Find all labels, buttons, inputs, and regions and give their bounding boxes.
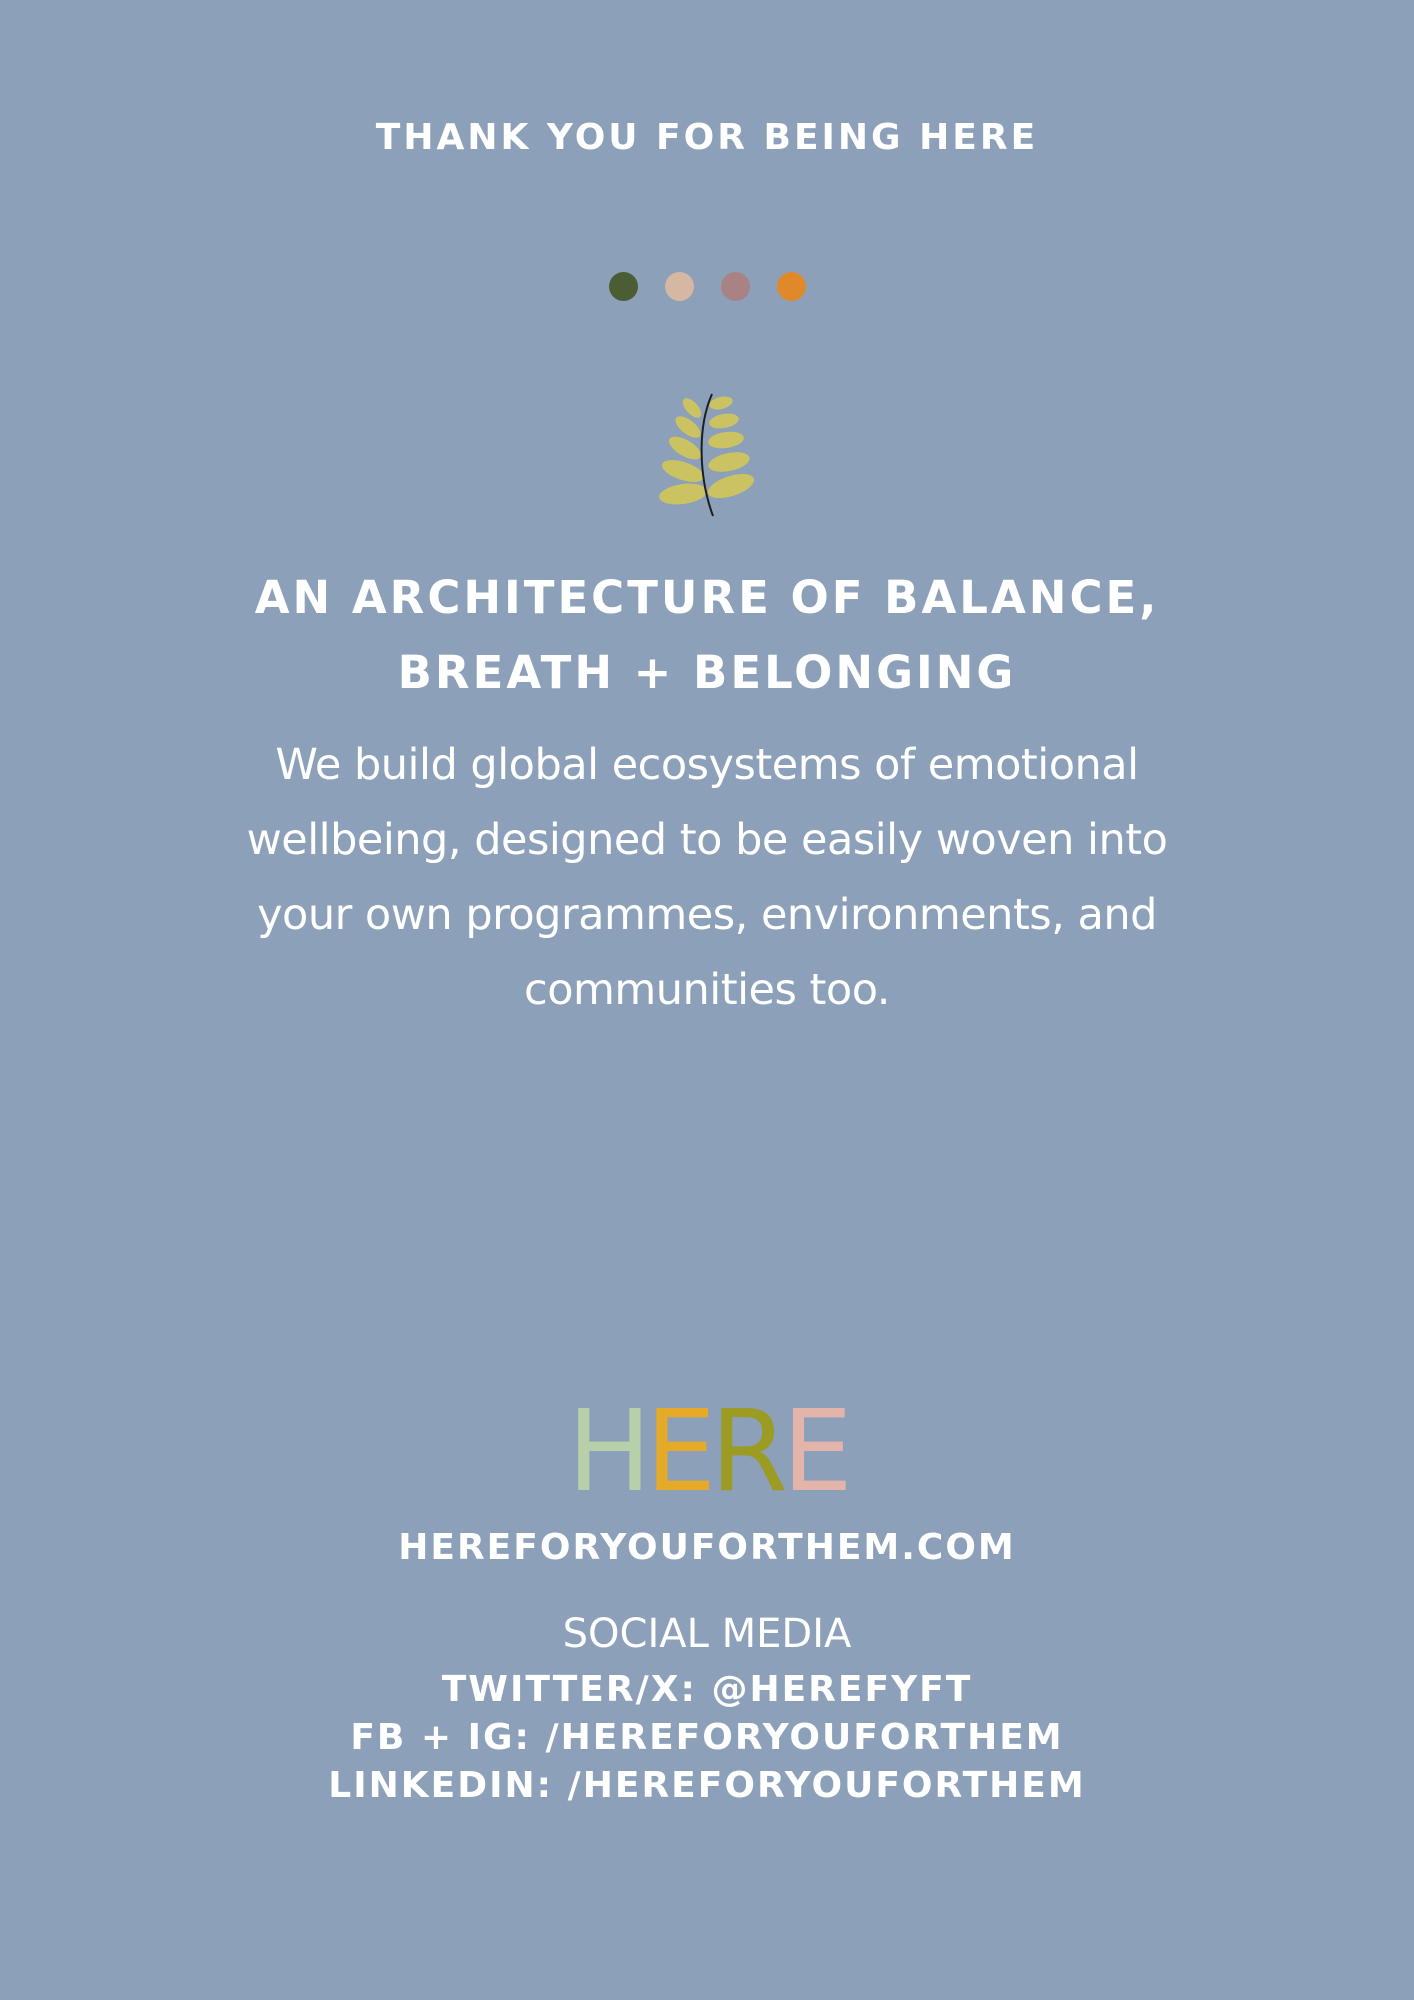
body-line: communities too. [524, 965, 890, 1015]
social-fb-ig-link[interactable]: FB + IG: /HEREFORYOUFORTHEM [350, 1717, 1064, 1758]
logo-letter-e: E [645, 1387, 711, 1517]
social-twitter-link[interactable]: TWITTER/X: @HEREFYFT [441, 1669, 973, 1710]
dot-orange [777, 272, 806, 301]
page-title: THANK YOU FOR BEING HERE [375, 117, 1039, 158]
leaf-sprig-icon [655, 388, 759, 520]
body-line: wellbeing, designed to be easily woven into [246, 815, 1168, 865]
social-media-heading: SOCIAL MEDIA [562, 1611, 852, 1657]
body-line: your own programmes, environments, and [257, 890, 1157, 940]
logo-letter-r: R [710, 1387, 783, 1517]
social-media-list [0, 1666, 1414, 1810]
main-heading [157, 560, 1257, 710]
decorative-dots [0, 272, 1414, 301]
heading-line: AN ARCHITECTURE OF BALANCE, [254, 571, 1160, 624]
here-logo [0, 1387, 1414, 1517]
dot-dark-green [609, 272, 638, 301]
logo-letter-h: H [567, 1387, 646, 1517]
website-link[interactable]: HEREFORYOUFORTHEM.COM [398, 1527, 1016, 1568]
body-paragraph [207, 728, 1207, 1028]
body-line: We build global ecosystems of emotional [275, 740, 1139, 790]
dot-beige [665, 272, 694, 301]
heading-line: BREATH + BELONGING [397, 646, 1017, 699]
social-linkedin-link[interactable]: LINKEDIN: /HEREFORYOUFORTHEM [328, 1765, 1086, 1806]
dot-mauve [721, 272, 750, 301]
logo-letter-e-final: E [782, 1387, 847, 1517]
